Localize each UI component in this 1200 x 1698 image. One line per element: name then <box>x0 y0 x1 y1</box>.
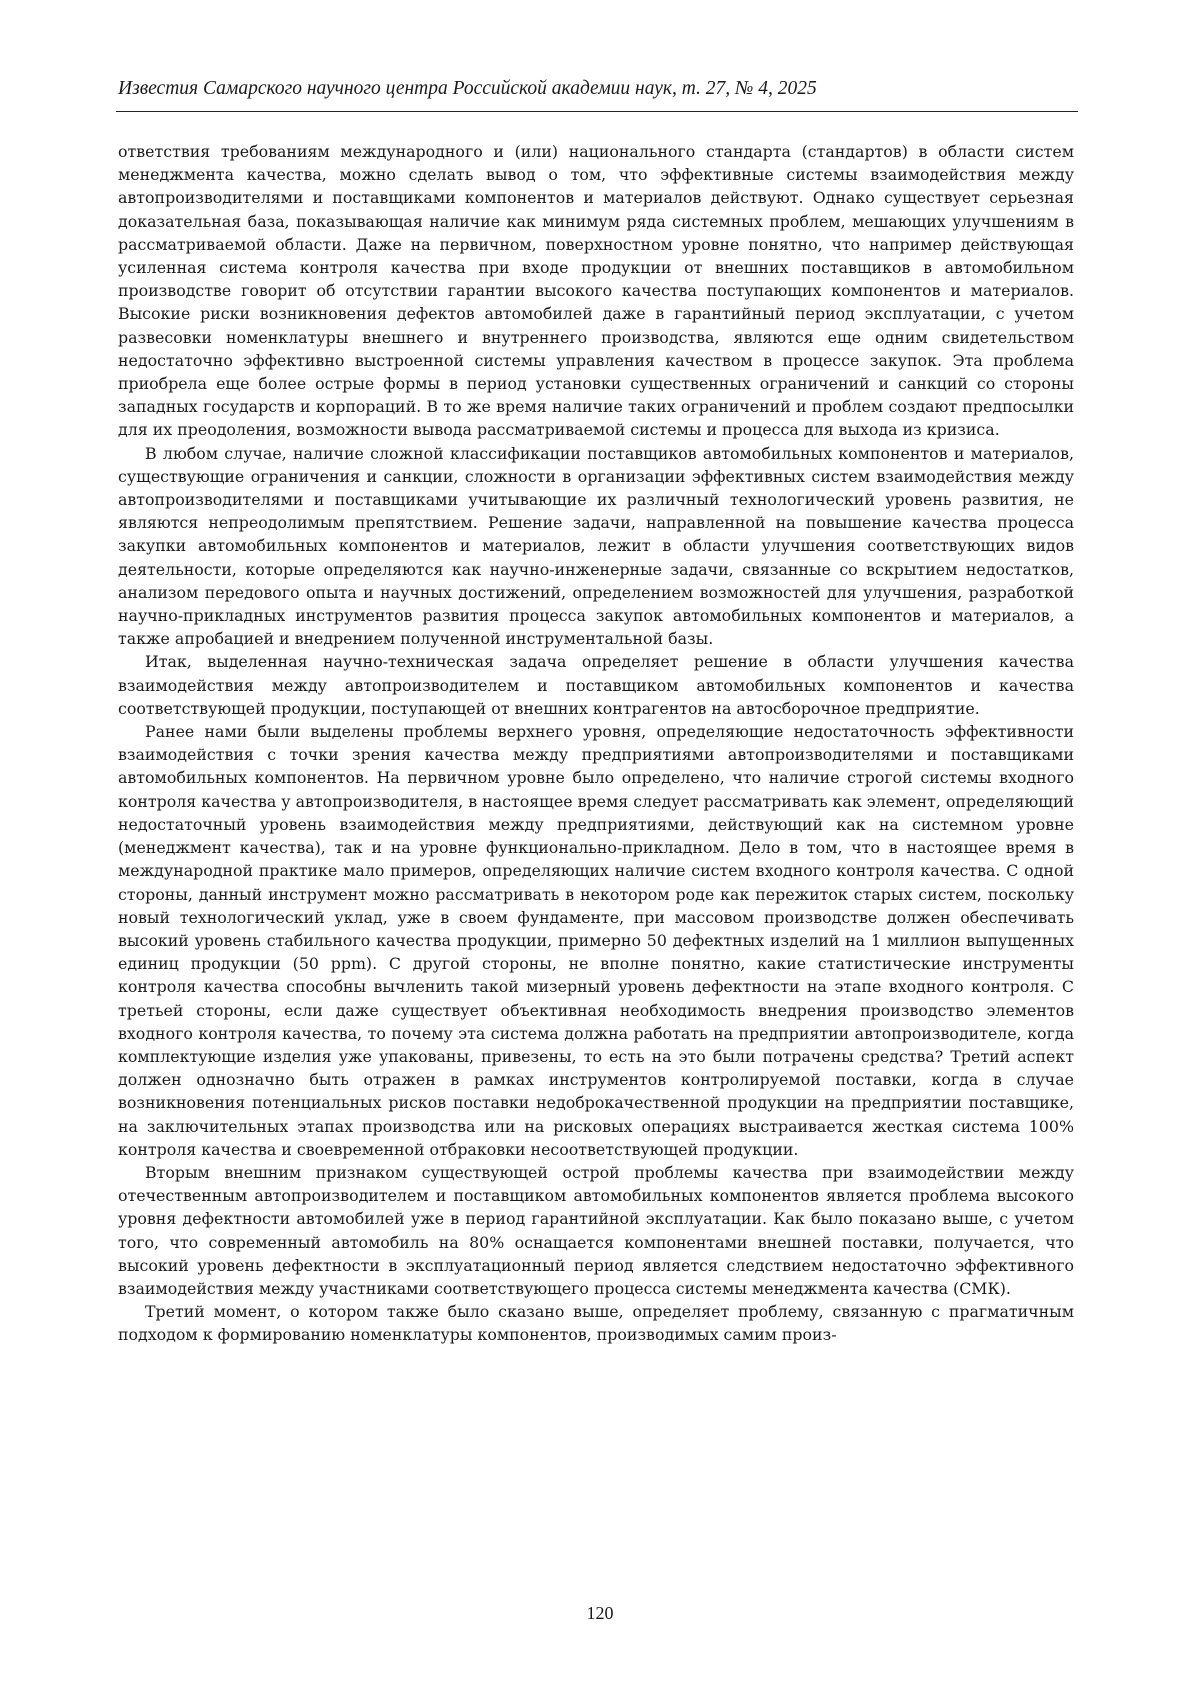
paragraph-3: Итак, выделенная научно-техническая задача определяет решение в области улучшения качества взаимодействия между автопроизводителем и поставщиком автомобильных компонентов и качества соответствующей продукции, поступающей от внешних контрагентов на автосборочное предприятие. <box>118 650 1074 720</box>
paragraph-5: Вторым внешним признаком существующей острой проблемы качества при взаимодействии между отечественным автопроизводителем и поставщиком автомобильных компонентов является проблема высокого уровня дефектности автомобилей уже в период гарантийной эксплуатации. Как было показано выше, с учетом того, что современный автомобиль на 80% оснащается компонентами внешней поставки, получается, что высокий уровень дефектности в эксплуатационный период является следствием недостаточно эффективного взаимодействия между участниками соответствующего процесса системы менеджмента качества (СМК). <box>118 1161 1074 1300</box>
paragraph-1: ответствия требованиям международного и (или) национального стандарта (стандартов) в области систем менеджмента качества, можно сделать вывод о том, что эффективные системы взаимодействия между автопроизводителями и поставщиками компонентов и материалов действуют. Однако существует серьезная доказательная база, показывающая наличие как минимум ряда системных проблем, мешающих улучшениям в рассматриваемой области. Даже на первичном, поверхностном уровне понятно, что например действующая усиленная система контроля качества при входе продукции от внешних поставщиков в автомобильном производстве говорит об отсутствии гарантии высокого качества поступающих компонентов и материалов. Высокие риски возникновения дефектов автомобилей даже в гарантийный период эксплуатации, с учетом развесовки номенклатуры внешнего и внутреннего производства, являются еще одним свидетельством недостаточно эффективно выстроенной системы управления качеством в процессе закупок. Эта проблема приобрела еще более острые формы в период установки существенных ограничений и санкций со стороны западных государств и корпораций. В то же время наличие таких ограничений и проблем создают предпосылки для их преодоления, возможности вывода рассматриваемой системы и процесса для выхода из кризиса. <box>118 140 1074 442</box>
paragraph-2: В любом случае, наличие сложной классификации поставщиков автомобильных компонентов и материалов, существующие ограничения и санкции, сложности в организации эффективных систем взаимодействия между автопроизводителями и поставщиками учитывающие их различный технологический уровень развития, не являются непреодолимым препятствием. Решение задачи, направленной на повышение качества процесса закупки автомобильных компонентов и материалов, лежит в области улучшения соответствующих видов деятельности, которые определяются как научно-инженерные задачи, связанные со вскрытием недостатков, анализом передового опыта и научных достижений, определением возможностей для улучшения, разработкой научно-прикладных инструментов развития процесса закупок автомобильных компонентов и материалов, а также апробацией и внедрением полученной инструментальной базы. <box>118 442 1074 651</box>
page-number: 120 <box>0 1603 1200 1624</box>
paragraph-4: Ранее нами были выделены проблемы верхнего уровня, определяющие недостаточность эффективности взаимодействия с точки зрения качества между предприятиями автопроизводителями и поставщиками автомобильных компонентов. На первичном уровне было определено, что наличие строгой системы входного контроля качества у автопроизводителя, в настоящее время следует рассматривать как элемент, определяющий недостаточный уровень взаимодействия между предприятиями, действующий как на системном уровне (менеджмент качества), так и на уровне функционально-прикладном. Дело в том, что в настоящее время в международной практике мало примеров, определяющих наличие систем входного контроля качества. С одной стороны, данный инструмент можно рассматривать в некотором роде как пережиток старых систем, поскольку новый технологический уклад, уже в своем фундаменте, при массовом производстве должен обеспечивать высокий уровень стабильного качества продукции, примерно 50 дефектных изделий на 1 миллион выпущенных единиц продукции (50 ppm). С другой стороны, не вполне понятно, какие статистические инструменты контроля качества способны вычленить такой мизерный уровень дефектности на этапе входного контроля. С третьей стороны, если даже существует объективная необходимость внедрения производство элементов входного контроля качества, то почему эта система должна работать на предприятии автопроизводителе, когда комплектующие изделия уже упакованы, привезены, то есть на это были потрачены средства? Третий аспект должен однозначно быть отражен в рамках инструментов контролируемой поставки, когда в случае возникновения потенциальных рисков поставки недоброкачественной продукции на предприятии поставщике, на заключительных этапах производства или на рисковых операциях выстраивается жесткая система 100% контроля качества и своевременной отбраковки несоответствующей продукции. <box>118 720 1074 1161</box>
article-body <box>118 140 1074 1347</box>
header-divider <box>116 111 1078 112</box>
paragraph-6: Третий момент, о котором также было сказано выше, определяет проблему, связанную с прагматичным подходом к формированию номенклатуры компонентов, производимых самим произ- <box>118 1300 1074 1346</box>
running-header: Известия Самарского научного центра Российской академии наук, т. 27, № 4, 2025 <box>118 76 1076 102</box>
